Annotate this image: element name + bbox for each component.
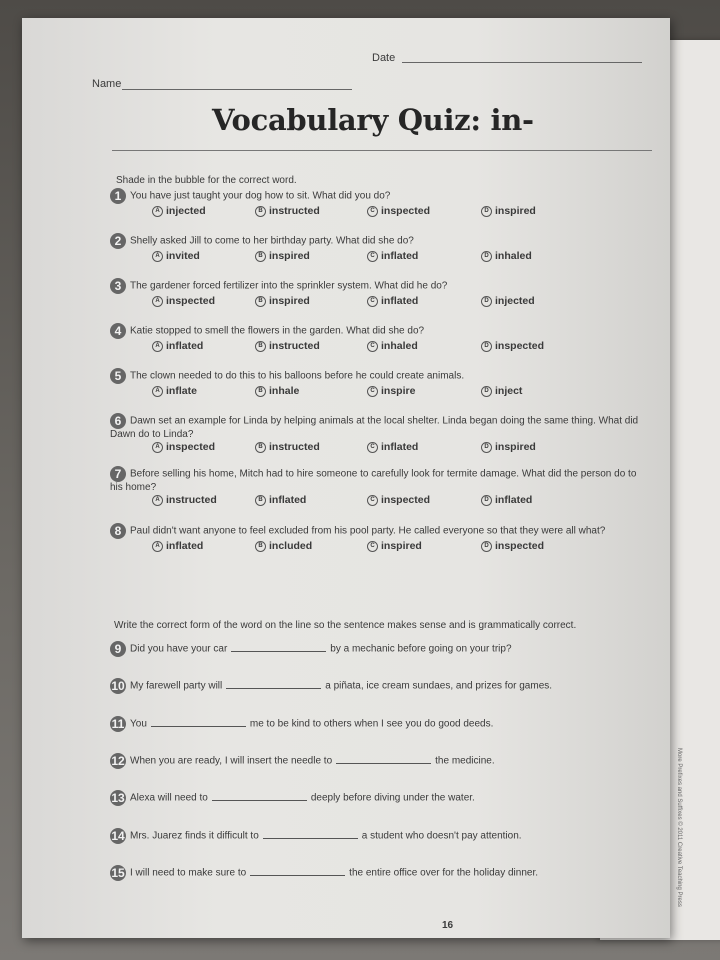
- answer-label: instructed: [269, 441, 320, 454]
- answer-bubble[interactable]: B: [255, 341, 266, 352]
- answer-label: inspired: [495, 205, 536, 217]
- question-text: Dawn set an example for Linda by helping animals at the local shelter. Linda began doing the same thing. What did Dawn do to Linda?: [110, 415, 639, 440]
- question-text: Paul didn't want anyone to feel excluded from his pool party. He called everyone so that they were all what?: [130, 525, 606, 537]
- answer-label: inspected: [166, 295, 216, 307]
- question-number: 5: [110, 368, 126, 384]
- answer-bubble[interactable]: B: [255, 442, 266, 453]
- question-text: The gardener forced fertilizer into the sprinkler system. What did he do?: [130, 280, 448, 292]
- answer-bubble[interactable]: B: [255, 495, 266, 506]
- answer-option[interactable]: [481, 540, 544, 552]
- name-date-header: [92, 48, 652, 88]
- answer-bubble[interactable]: A: [152, 341, 163, 352]
- name-label: Name: [92, 78, 122, 90]
- answer-option[interactable]: [481, 250, 532, 262]
- answer-option[interactable]: [152, 295, 215, 307]
- question-4: [110, 323, 650, 354]
- answer-bubble[interactable]: B: [255, 541, 266, 552]
- sentence-end: me to be kind to others when I see you do good deeds.: [249, 718, 494, 730]
- question-text: The clown needed to do this to his balloons before he could create animals.: [130, 370, 465, 382]
- answer-label: inject: [495, 385, 523, 397]
- question-text: Before selling his home, Mitch had to hire someone to carefully look for termite damage. What did the person do to his home?: [110, 468, 637, 493]
- answer-label: inspire: [381, 385, 416, 397]
- answer-option[interactable]: [367, 250, 418, 262]
- question-number: 3: [110, 278, 126, 294]
- answer-label: invited: [166, 250, 200, 262]
- question-1: [110, 188, 650, 219]
- answer-option[interactable]: [152, 385, 197, 397]
- answer-label: inflate: [166, 385, 197, 397]
- answer-label: inspected: [166, 441, 216, 454]
- answer-bubble[interactable]: D: [481, 495, 492, 506]
- answer-label: inhaled: [495, 250, 532, 262]
- answer-options: [110, 250, 650, 264]
- page-content: [92, 48, 652, 931]
- answer-option[interactable]: [367, 295, 418, 307]
- answer-label: injected: [166, 205, 206, 217]
- answer-bubble[interactable]: B: [255, 386, 266, 397]
- question-number: 6: [110, 413, 126, 429]
- answer-bubble[interactable]: C: [367, 341, 378, 352]
- answer-bubble[interactable]: D: [481, 386, 492, 397]
- answer-option[interactable]: [367, 540, 422, 552]
- section2-instructions: Write the correct form of the word on the line so the sentence makes sense and is grammatically correct.: [114, 620, 577, 631]
- sentence-start: My farewell party will: [130, 680, 223, 692]
- answer-blank[interactable]: [250, 866, 345, 876]
- sentence-start: Mrs. Juarez finds it difficult to: [130, 830, 259, 842]
- answer-blank[interactable]: [336, 754, 431, 764]
- answer-label: included: [269, 540, 313, 552]
- answer-blank[interactable]: [263, 829, 358, 839]
- answer-label: inspired: [269, 250, 310, 262]
- page-title: Vocabulary Quiz: in-: [212, 103, 534, 137]
- answer-option[interactable]: [481, 494, 532, 506]
- answer-option[interactable]: [367, 340, 418, 352]
- question-7: [110, 466, 650, 508]
- answer-bubble[interactable]: C: [367, 251, 378, 262]
- answer-option[interactable]: [481, 295, 535, 307]
- answer-bubble[interactable]: A: [152, 386, 163, 397]
- answer-option[interactable]: [152, 340, 203, 352]
- fill-item-10: [110, 678, 650, 694]
- page-number: 16: [442, 920, 454, 931]
- answer-option[interactable]: [255, 540, 312, 552]
- answer-option[interactable]: [367, 205, 430, 217]
- sentence-end: by a mechanic before going on your trip?: [330, 643, 512, 655]
- answer-bubble[interactable]: A: [152, 495, 163, 506]
- answer-option[interactable]: [255, 385, 299, 397]
- item-number: 10: [111, 679, 125, 693]
- answer-option[interactable]: [481, 441, 536, 453]
- answer-option[interactable]: [481, 205, 536, 217]
- answer-label: inhaled: [381, 340, 418, 352]
- answer-options: [110, 494, 650, 508]
- fill-item-11: [110, 716, 650, 732]
- answer-bubble[interactable]: C: [367, 541, 378, 552]
- answer-label: inspired: [495, 441, 536, 454]
- answer-label: instructed: [166, 494, 217, 507]
- question-number: 4: [110, 323, 126, 339]
- worksheet-page: [22, 18, 682, 938]
- answer-option[interactable]: [255, 295, 310, 307]
- sentence-end: a student who doesn't pay attention.: [361, 830, 522, 842]
- answer-label: inspected: [495, 540, 545, 552]
- answer-options: [110, 295, 650, 309]
- item-number: 14: [111, 829, 125, 843]
- answer-bubble[interactable]: A: [152, 251, 163, 262]
- answer-option[interactable]: [255, 340, 320, 352]
- answer-label: inhale: [269, 385, 300, 397]
- answer-label: inspected: [381, 494, 431, 507]
- answer-option[interactable]: [367, 494, 430, 506]
- question-3: [110, 278, 650, 309]
- answer-bubble[interactable]: B: [255, 206, 266, 217]
- question-2: [110, 233, 650, 264]
- answer-blank[interactable]: [151, 717, 246, 727]
- question-8: [110, 523, 650, 554]
- sentence-end: a piñata, ice cream sundaes, and prizes for games.: [325, 680, 553, 692]
- answer-option[interactable]: [152, 205, 206, 217]
- answer-bubble[interactable]: B: [255, 296, 266, 307]
- answer-options: [110, 340, 650, 354]
- answer-option[interactable]: [255, 250, 310, 262]
- answer-option[interactable]: [152, 441, 215, 453]
- answer-label: instructed: [269, 340, 320, 352]
- answer-bubble[interactable]: A: [152, 442, 163, 453]
- answer-options: [110, 205, 650, 219]
- answer-bubble[interactable]: C: [367, 386, 378, 397]
- answer-blank[interactable]: [212, 791, 307, 801]
- answer-option[interactable]: [481, 385, 522, 397]
- item-number: 12: [111, 754, 125, 768]
- answer-option[interactable]: [152, 494, 217, 506]
- fill-item-14: [110, 828, 650, 844]
- answer-label: inflated: [166, 340, 204, 352]
- answer-label: inflated: [495, 494, 533, 507]
- answer-label: inflated: [269, 494, 307, 507]
- answer-option[interactable]: [481, 340, 544, 352]
- item-number: 13: [111, 791, 125, 805]
- answer-label: instructed: [269, 205, 320, 217]
- section1-instructions: Shade in the bubble for the correct word.: [116, 175, 297, 186]
- answer-label: injected: [495, 295, 535, 307]
- answer-bubble[interactable]: D: [481, 341, 492, 352]
- answer-option[interactable]: [255, 205, 320, 217]
- answer-label: inflated: [381, 250, 419, 262]
- sentence-end: the entire office over for the holiday dinner.: [349, 867, 538, 879]
- answer-bubble[interactable]: D: [481, 442, 492, 453]
- name-field-line: [122, 89, 352, 90]
- answer-option[interactable]: [152, 540, 203, 552]
- fill-item-9: [110, 641, 650, 657]
- answer-bubble[interactable]: D: [481, 206, 492, 217]
- question-number: 2: [110, 233, 126, 249]
- question-6: [110, 413, 650, 455]
- date-field-line: [402, 62, 642, 63]
- answer-option[interactable]: [152, 250, 200, 262]
- answer-bubble[interactable]: A: [152, 206, 163, 217]
- answer-bubble[interactable]: C: [367, 296, 378, 307]
- answer-bubble[interactable]: A: [152, 541, 163, 552]
- answer-options: [110, 540, 650, 554]
- answer-bubble[interactable]: D: [481, 251, 492, 262]
- sentence-start: You: [130, 718, 147, 730]
- question-number: 1: [110, 188, 126, 204]
- answer-label: inspected: [381, 205, 431, 217]
- sentence-end: deeply before diving under the water.: [310, 792, 475, 804]
- item-number: 11: [111, 717, 125, 731]
- copyright-credit: More Prefixes and Suffixes © 2011 Creative Teaching Press: [676, 748, 682, 907]
- answer-blank[interactable]: [231, 642, 326, 652]
- answer-blank[interactable]: [226, 679, 321, 689]
- answer-label: inflated: [381, 295, 419, 307]
- answer-label: inspected: [495, 340, 545, 352]
- answer-label: inflated: [166, 540, 204, 552]
- fill-item-15: [110, 865, 650, 881]
- item-number: 9: [110, 641, 126, 657]
- question-number: 7: [110, 466, 126, 482]
- date-label: Date: [372, 52, 396, 64]
- title-divider: [112, 150, 652, 151]
- item-number: 15: [111, 866, 125, 880]
- answer-label: inspired: [269, 295, 310, 307]
- sentence-end: the medicine.: [435, 755, 495, 767]
- question-number: 8: [110, 523, 126, 539]
- answer-bubble[interactable]: D: [481, 296, 492, 307]
- fill-item-13: [110, 790, 650, 806]
- question-5: [110, 368, 650, 399]
- answer-options: [110, 441, 650, 455]
- answer-bubble[interactable]: C: [367, 206, 378, 217]
- sentence-start: Alexa will need to: [130, 792, 208, 804]
- answer-options: [110, 385, 650, 399]
- answer-bubble[interactable]: D: [481, 541, 492, 552]
- answer-bubble[interactable]: A: [152, 296, 163, 307]
- question-text: Katie stopped to smell the flowers in the garden. What did she do?: [130, 325, 425, 337]
- answer-option[interactable]: [255, 441, 320, 453]
- sentence-start: When you are ready, I will insert the needle to: [130, 755, 333, 767]
- answer-label: inspired: [381, 540, 422, 552]
- sentence-start: I will need to make sure to: [130, 867, 247, 879]
- answer-option[interactable]: [367, 385, 415, 397]
- answer-bubble[interactable]: B: [255, 251, 266, 262]
- question-text: Shelly asked Jill to come to her birthday party. What did she do?: [130, 235, 414, 247]
- answer-label: inflated: [381, 441, 419, 454]
- answer-bubble[interactable]: C: [367, 442, 378, 453]
- answer-option[interactable]: [255, 494, 306, 506]
- answer-bubble[interactable]: C: [367, 495, 378, 506]
- fill-item-12: [110, 753, 650, 769]
- question-text: You have just taught your dog how to sit. What did you do?: [130, 190, 391, 202]
- answer-option[interactable]: [367, 441, 418, 453]
- sentence-start: Did you have your car: [130, 643, 228, 655]
